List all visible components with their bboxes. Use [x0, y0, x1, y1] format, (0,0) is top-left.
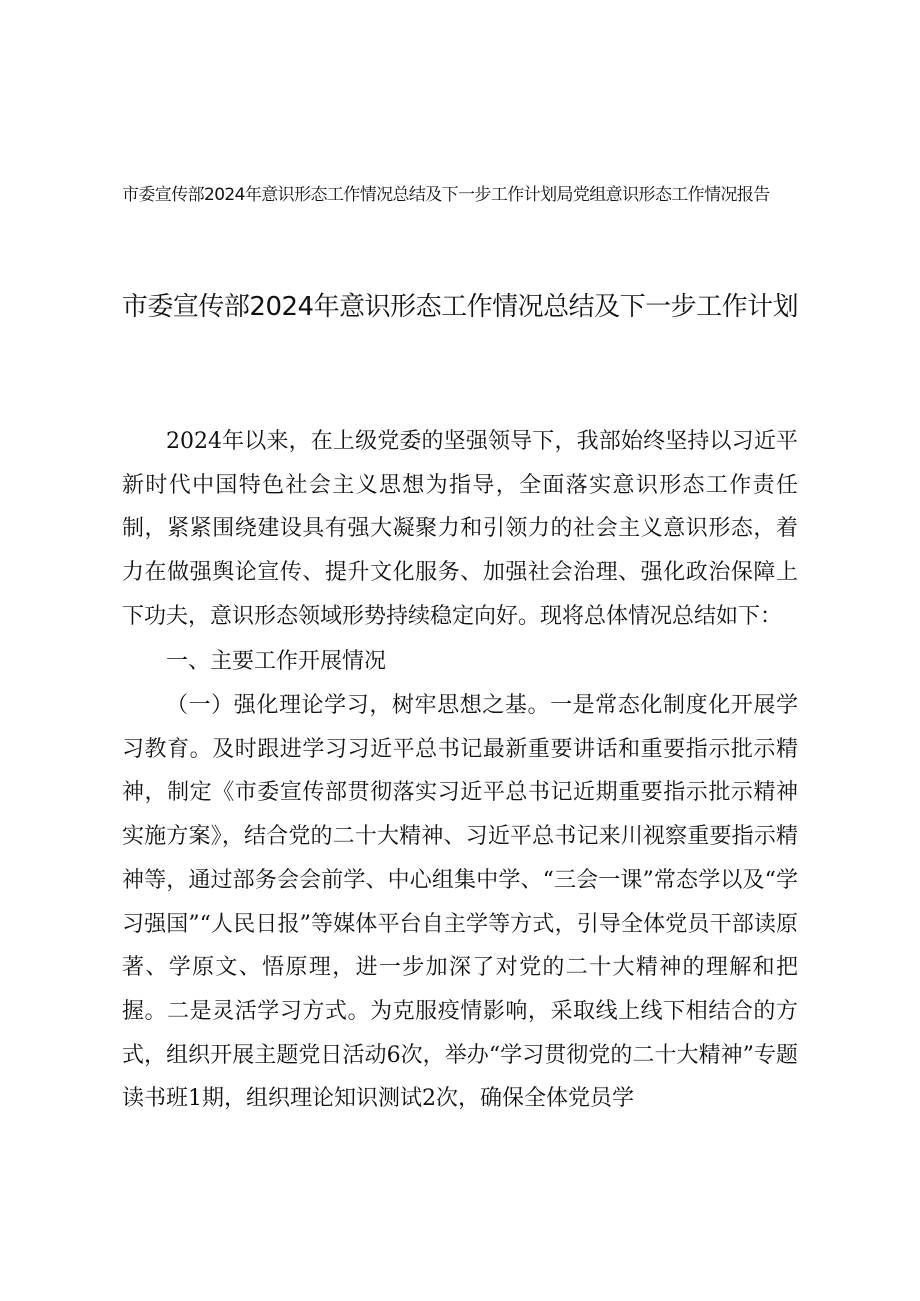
section-paragraph-theory-study: （一）强化理论学习，树牢思想之基。一是常态化制度化开展学习教育。及时跟进学习习近平总书记最新重要讲话和重要指示批示精神，制定《市委宣传部贯彻落实习近平总书记近期重要指示批示精神实施方案》，结合党的二十大精神、习近平总书记来川视察重要指示精神等，通过部务会会前学、中心组集中学、“三会一课”常态学以及“学习强国”“人民日报”等媒体平台自主学等方式，引导全体党员干部读原著、学原文、悟原理，进一步加深了对党的二十大精神的理解和把握。二是灵活学习方式。为克服疫情影响，采取线上线下相结合的方式，组织开展主题党日活动6次，举办“学习贯彻党的二十大精神”专题读书班1期，组织理论知识测试2次，确保全体党员学: [122, 693, 798, 1112]
section-heading-main-work: 一、主要工作开展情况: [166, 649, 387, 674]
document-title: 市委宣传部2024年意识形态工作情况总结及下一步工作计划: [121, 292, 799, 322]
intro-paragraph: 2024年以来，在上级党委的坚强领导下，我部始终坚持以习近平新时代中国特色社会主义思想为指导，全面落实意识形态工作责任制，紧紧围绕建设具有强大凝聚力和引领力的社会主义意识形态，着力在做强舆论宣传、提升文化服务、加强社会治理、强化政治保障上下功夫，意识形态领域形势持续稳定向好。现将总体情况总结如下：: [122, 429, 798, 629]
running-header: 市委宣传部2024年意识形态工作情况总结及下一步工作计划局党组意识形态工作情况报告: [122, 185, 770, 205]
